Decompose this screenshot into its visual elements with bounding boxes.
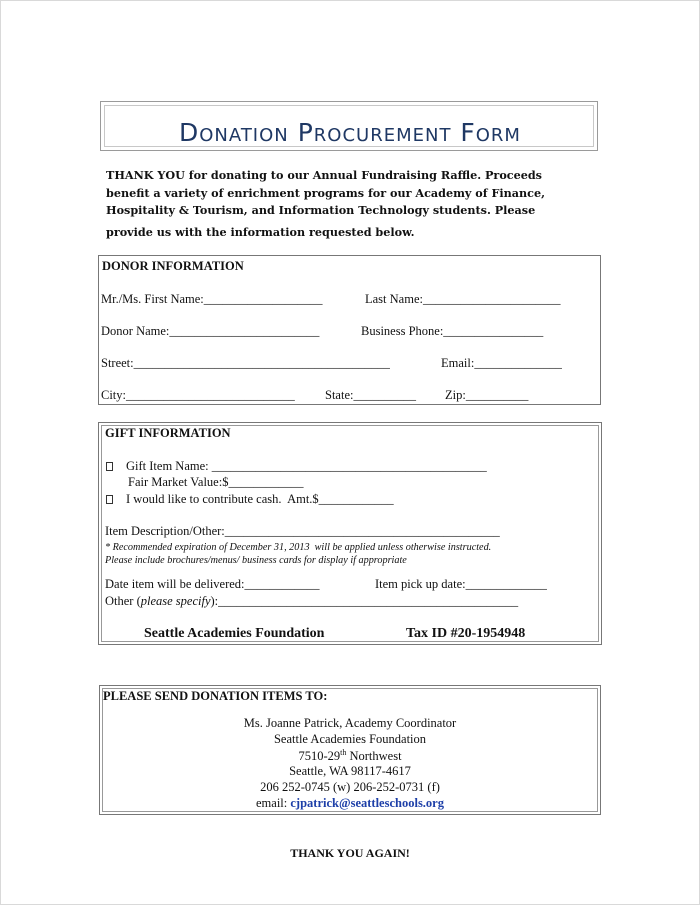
contact-email-line <box>0 796 700 811</box>
intro-line-1: THANK YOU for donating to our Annual Fundraising Raffle. Proceeds <box>106 168 542 182</box>
cash-field[interactable]: I would like to contribute cash. Amt.$____________ <box>126 492 394 506</box>
brochure-note: Please include brochures/menus/ business cards for display if appropriate <box>105 555 407 566</box>
email-field[interactable]: Email:______________ <box>441 356 562 370</box>
last-name-field[interactable]: Last Name:______________________ <box>365 292 561 306</box>
other-field[interactable] <box>105 594 518 609</box>
tax-id: Tax ID #20-1954948 <box>406 626 526 641</box>
send-heading: PLEASE SEND DONATION ITEMS TO: <box>103 689 328 703</box>
donor-name-field[interactable]: Donor Name:________________________ <box>101 324 320 338</box>
delivery-date-field[interactable]: Date item will be delivered:____________ <box>105 577 320 591</box>
other-label: Other ( <box>105 594 141 608</box>
intro-line-3: Hospitality & Tourism, and Information Technology students. Please <box>106 203 536 217</box>
gift-heading: GIFT INFORMATION <box>105 426 231 440</box>
email-label: email: <box>256 796 291 810</box>
other-italic: please specify <box>140 594 211 608</box>
street-name: Northwest <box>346 749 402 764</box>
gift-item-field[interactable]: Gift Item Name: ____________________________________________ <box>126 459 487 473</box>
street-number: 7510-29 <box>298 749 341 764</box>
contact-email-link[interactable]: cjpatrick@seattleschools.org <box>290 796 444 810</box>
business-phone-field[interactable]: Business Phone:________________ <box>361 324 544 338</box>
fair-market-field[interactable]: Fair Market Value:$____________ <box>128 475 304 489</box>
form-title: Donation Procurement Form <box>179 118 521 147</box>
contact-city: Seattle, WA 98117-4617 <box>289 764 411 778</box>
contact-name: Ms. Joanne Patrick, Academy Coordinator <box>243 716 457 730</box>
first-name-field[interactable]: Mr./Ms. First Name:___________________ <box>101 292 323 306</box>
intro-line-2: benefit a variety of enrichment programs for our Academy of Finance, <box>106 186 546 200</box>
contact-street <box>0 748 700 764</box>
checkbox-icon[interactable] <box>106 462 113 471</box>
state-field[interactable]: State:__________ <box>325 388 416 402</box>
contact-phone: 206 252-0745 (w) 206-252-0731 (f) <box>260 780 440 794</box>
foundation-name: Seattle Academies Foundation <box>144 626 325 641</box>
expiration-note: * Recommended expiration of December 31, 2013 will be applied unless otherwise instructed. <box>105 542 492 553</box>
contact-org: Seattle Academies Foundation <box>273 732 427 746</box>
street-suffix: th <box>340 748 347 757</box>
donor-heading: DONOR INFORMATION <box>102 259 244 273</box>
city-field[interactable]: City:___________________________ <box>101 388 295 402</box>
zip-field[interactable]: Zip:__________ <box>445 388 529 402</box>
description-field[interactable]: Item Description/Other:____________________________________________ <box>105 524 500 538</box>
pickup-date-field[interactable]: Item pick up date:_____________ <box>375 577 547 591</box>
other-rest: ):________________________________________________ <box>210 594 519 608</box>
intro-line-4: provide us with the information requested below. <box>106 225 415 239</box>
street-field[interactable]: Street:_________________________________________ <box>101 356 390 370</box>
thank-you-footer: THANK YOU AGAIN! <box>290 846 410 860</box>
checkbox-icon[interactable] <box>106 495 113 504</box>
